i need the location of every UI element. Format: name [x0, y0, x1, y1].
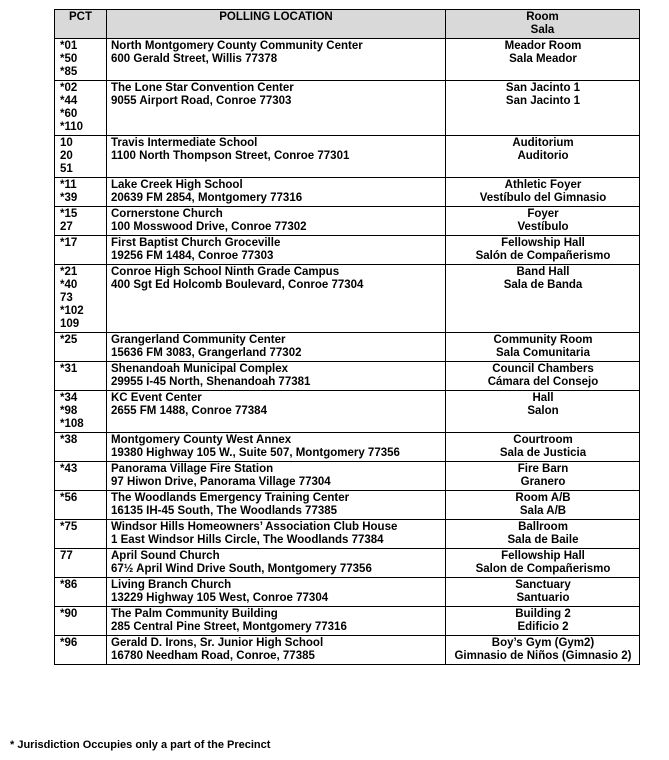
pct-cell	[55, 607, 107, 636]
precinct-number: *96	[60, 637, 78, 649]
location-cell	[107, 578, 446, 607]
room-cell	[446, 491, 640, 520]
location-line: 16135 IH-45 South, The Woodlands 77385	[111, 505, 338, 517]
location-line: Gerald D. Irons, Sr. Junior High School	[111, 637, 324, 649]
table-header-row	[55, 10, 640, 39]
precinct-number: 10	[60, 137, 73, 149]
table-row	[55, 136, 640, 178]
location-line: 29955 I-45 North, Shenandoah 77381	[111, 376, 311, 388]
pct-cell	[55, 333, 107, 362]
location-line: 97 Hiwon Drive, Panorama Village 77304	[111, 476, 331, 488]
table-row	[55, 391, 640, 433]
precinct-number: *44	[60, 95, 78, 107]
pct-cell	[55, 81, 107, 136]
room-name: Foyer	[527, 208, 559, 220]
precinct-number: *15	[60, 208, 78, 220]
table-row	[55, 636, 640, 665]
pct-cell	[55, 207, 107, 236]
room-cell	[446, 520, 640, 549]
table-row	[55, 333, 640, 362]
room-cell	[446, 362, 640, 391]
location-line: 13229 Highway 105 West, Conroe 77304	[111, 592, 329, 604]
location-line: 600 Gerald Street, Willis 77378	[111, 53, 278, 65]
location-line: Windsor Hills Homeowners’ Association Club House	[111, 521, 398, 533]
location-cell	[107, 207, 446, 236]
pct-cell	[55, 362, 107, 391]
room-cell	[446, 39, 640, 81]
table-row	[55, 607, 640, 636]
location-cell	[107, 362, 446, 391]
location-line: 1100 North Thompson Street, Conroe 77301	[111, 150, 350, 162]
pct-cell	[55, 136, 107, 178]
room-name: Boy’s Gym (Gym2)	[491, 637, 595, 649]
room-name: Cámara del Consejo	[487, 376, 599, 388]
precinct-number: *34	[60, 392, 78, 404]
room-name: Sanctuary	[515, 579, 571, 591]
room-name: Building 2	[515, 608, 571, 620]
location-cell	[107, 81, 446, 136]
room-cell	[446, 333, 640, 362]
table-row	[55, 362, 640, 391]
location-cell	[107, 333, 446, 362]
location-line: 2655 FM 1488, Conroe 77384	[111, 405, 267, 417]
room-name: Gimnasio de Niños (Gimnasio 2)	[454, 650, 632, 662]
room-name: Santuario	[516, 592, 570, 604]
location-cell	[107, 433, 446, 462]
location-line: Lake Creek High School	[111, 179, 243, 191]
room-name: Auditorio	[517, 150, 569, 162]
location-cell	[107, 265, 446, 333]
location-cell	[107, 39, 446, 81]
room-name: Council Chambers	[492, 363, 594, 375]
precinct-number: 77	[60, 550, 73, 562]
room-name: San Jacinto 1	[505, 95, 581, 107]
room-name: Community Room	[493, 334, 593, 346]
pct-cell	[55, 578, 107, 607]
pct-cell	[55, 178, 107, 207]
table-row	[55, 462, 640, 491]
location-line: North Montgomery County Community Center	[111, 40, 363, 52]
room-name: Ballroom	[518, 521, 568, 533]
table-row	[55, 178, 640, 207]
location-line: First Baptist Church Groceville	[111, 237, 281, 249]
pct-cell	[55, 39, 107, 81]
table-row	[55, 433, 640, 462]
location-line: Grangerland Community Center	[111, 334, 286, 346]
room-name: Sala de Banda	[503, 279, 583, 291]
precinct-number: 27	[60, 221, 73, 233]
pct-cell	[55, 549, 107, 578]
location-line: Travis Intermediate School	[111, 137, 258, 149]
location-line: 19256 FM 1484, Conroe 77303	[111, 250, 274, 262]
room-name: Sala Comunitaria	[496, 347, 590, 359]
location-line: 19380 Highway 105 W., Suite 507, Montgomery 77356	[111, 447, 400, 459]
location-line: 9055 Airport Road, Conroe 77303	[111, 95, 292, 107]
location-line: Conroe High School Ninth Grade Campus	[111, 266, 340, 278]
precinct-number: *56	[60, 492, 78, 504]
pct-cell	[55, 433, 107, 462]
location-line: 285 Central Pine Street, Montgomery 77316	[111, 621, 347, 633]
precinct-number: *90	[60, 608, 78, 620]
location-cell	[107, 636, 446, 665]
room-cell	[446, 265, 640, 333]
location-line: 16780 Needham Road, Conroe, 77385	[111, 650, 315, 662]
precinct-number: *108	[60, 418, 84, 430]
room-cell	[446, 607, 640, 636]
table-row	[55, 491, 640, 520]
room-name: Athletic Foyer	[504, 179, 582, 191]
room-cell	[446, 81, 640, 136]
polling-location-header: POLLING LOCATION	[107, 10, 446, 39]
pct-cell	[55, 391, 107, 433]
room-cell	[446, 549, 640, 578]
precinct-number: *31	[60, 363, 78, 375]
room-cell	[446, 136, 640, 178]
pct-header: PCT	[55, 10, 107, 39]
table-row	[55, 81, 640, 136]
precinct-number: 73	[60, 292, 73, 304]
location-cell	[107, 607, 446, 636]
room-name: Sala de Justicia	[499, 447, 587, 459]
room-cell	[446, 433, 640, 462]
location-line: Living Branch Church	[111, 579, 232, 591]
location-line: 100 Mosswood Drive, Conroe 77302	[111, 221, 307, 233]
location-line: 20639 FM 2854, Montgomery 77316	[111, 192, 303, 204]
location-line: 1 East Windsor Hills Circle, The Woodlands 77384	[111, 534, 384, 546]
room-cell	[446, 236, 640, 265]
table-row	[55, 578, 640, 607]
location-line: The Palm Community Building	[111, 608, 278, 620]
table-row	[55, 236, 640, 265]
precinct-number: *17	[60, 237, 78, 249]
precinct-number: *38	[60, 434, 78, 446]
precinct-number: *39	[60, 192, 78, 204]
room-header	[446, 10, 640, 39]
location-line: The Woodlands Emergency Training Center	[111, 492, 350, 504]
pct-cell	[55, 236, 107, 265]
location-cell	[107, 178, 446, 207]
precinct-number: 20	[60, 150, 73, 162]
polling-locations-table	[54, 9, 640, 665]
table-row	[55, 520, 640, 549]
precinct-number: 109	[60, 318, 80, 330]
pct-cell	[55, 636, 107, 665]
room-cell	[446, 207, 640, 236]
location-cell	[107, 491, 446, 520]
location-line: April Sound Church	[111, 550, 220, 562]
precinct-number: *43	[60, 463, 78, 475]
precinct-number: *102	[60, 305, 84, 317]
room-name: Sala A/B	[519, 505, 567, 517]
pct-cell	[55, 491, 107, 520]
location-line: Shenandoah Municipal Complex	[111, 363, 288, 375]
table-row	[55, 207, 640, 236]
pct-cell	[55, 265, 107, 333]
table-row	[55, 265, 640, 333]
precinct-number: *25	[60, 334, 78, 346]
precinct-number: *21	[60, 266, 78, 278]
room-name: Salon de Compañerismo	[475, 563, 611, 575]
table-row	[55, 549, 640, 578]
room-cell	[446, 636, 640, 665]
room-name: Fellowship Hall	[501, 237, 585, 249]
room-header-es: Sala	[530, 24, 555, 36]
room-name: Sala de Baile	[507, 534, 579, 546]
room-name: Salon	[527, 405, 559, 417]
room-name: Fire Barn	[517, 463, 569, 475]
table-body	[55, 39, 640, 665]
location-cell	[107, 136, 446, 178]
room-name: Edificio 2	[517, 621, 569, 633]
location-cell	[107, 462, 446, 491]
location-line: 67½ April Wind Drive South, Montgomery 77356	[111, 563, 372, 575]
precinct-number: *01	[60, 40, 78, 52]
room-cell	[446, 462, 640, 491]
location-cell	[107, 520, 446, 549]
location-line: Panorama Village Fire Station	[111, 463, 274, 475]
location-line: Cornerstone Church	[111, 208, 223, 220]
location-cell	[107, 236, 446, 265]
location-line: KC Event Center	[111, 392, 202, 404]
room-name: Hall	[532, 392, 554, 404]
precinct-number: *11	[60, 179, 77, 191]
precinct-number: *86	[60, 579, 78, 591]
table-row	[55, 39, 640, 81]
precinct-number: *98	[60, 405, 78, 417]
room-cell	[446, 391, 640, 433]
room-name: Sala Meador	[509, 53, 577, 65]
location-line: Montgomery County West Annex	[111, 434, 292, 446]
precinct-number: *50	[60, 53, 78, 65]
room-name: Vestíbulo	[517, 221, 569, 233]
room-cell	[446, 578, 640, 607]
precinct-number: *60	[60, 108, 78, 120]
pct-cell	[55, 520, 107, 549]
room-name: Meador Room	[504, 40, 582, 52]
room-name: Vestíbulo del Gimnasio	[479, 192, 607, 204]
room-name: Auditorium	[512, 137, 574, 149]
room-name: Courtroom	[513, 434, 573, 446]
room-name: Fellowship Hall	[501, 550, 585, 562]
location-line: 15636 FM 3083, Grangerland 77302	[111, 347, 302, 359]
precinct-number: *85	[60, 66, 78, 78]
precinct-number: *75	[60, 521, 78, 533]
precinct-number: *02	[60, 82, 78, 94]
precinct-number: 51	[60, 163, 73, 175]
location-cell	[107, 391, 446, 433]
precinct-number: *110	[60, 121, 84, 133]
location-line: 400 Sgt Ed Holcomb Boulevard, Conroe 77304	[111, 279, 364, 291]
room-cell	[446, 178, 640, 207]
room-name: San Jacinto 1	[505, 82, 581, 94]
room-name: Granero	[520, 476, 566, 488]
footnote: * Jurisdiction Occupies only a part of the Precinct	[10, 739, 271, 751]
location-line: The Lone Star Convention Center	[111, 82, 294, 94]
room-name: Band Hall	[516, 266, 570, 278]
precinct-number: *40	[60, 279, 78, 291]
room-header-en: Room	[526, 11, 559, 23]
room-name: Salón de Compañerismo	[475, 250, 611, 262]
room-name: Room A/B	[515, 492, 571, 504]
pct-cell	[55, 462, 107, 491]
location-cell	[107, 549, 446, 578]
